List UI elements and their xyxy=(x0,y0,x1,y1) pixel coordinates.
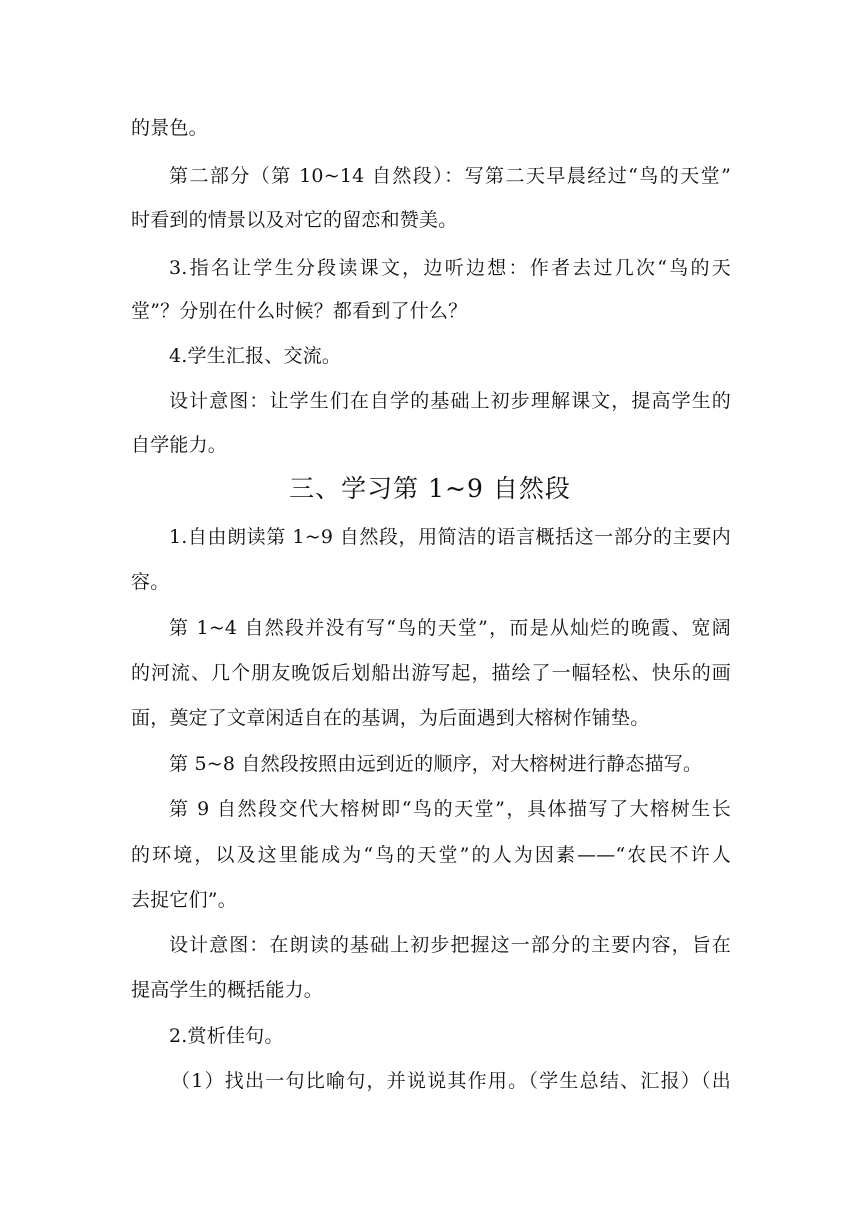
paragraph-line: 提高学生的概括能力。 xyxy=(131,979,324,1001)
paragraph-line: 设计意图：在朗读的基础上初步把握这一部分的主要内容，旨在 xyxy=(169,934,731,956)
paragraph-line: 第 1~4 自然段并没有写“鸟的天堂”，而是从灿烂的晚霞、宽阔 xyxy=(169,617,731,639)
paragraph-line: 自学能力。 xyxy=(131,434,228,456)
paragraph-line: 的景色。 xyxy=(131,117,208,139)
paragraph-line: 3.指名让学生分段读课文，边听边想：作者去过几次“鸟的天 xyxy=(169,257,731,279)
paragraph-line: 时看到的情景以及对它的留恋和赞美。 xyxy=(131,209,458,231)
paragraph-line: 第 9 自然段交代大榕树即“鸟的天堂”，具体描写了大榕树生长 xyxy=(169,798,731,820)
paragraph-line: 2.赏析佳句。 xyxy=(169,1025,284,1047)
paragraph-line: 第 5~8 自然段按照由远到近的顺序，对大榕树进行静态描写。 xyxy=(169,753,703,775)
paragraph-line: 设计意图：让学生们在自学的基础上初步理解课文，提高学生的 xyxy=(169,390,731,412)
paragraph-line: 4.学生汇报、交流。 xyxy=(169,345,342,367)
paragraph-line: 第二部分（第 10~14 自然段）：写第二天早晨经过“鸟的天堂” xyxy=(169,165,731,187)
paragraph-line: 的环境，以及这里能成为“鸟的天堂”的人为因素——“农民不许人 xyxy=(131,844,731,866)
paragraph-line: 堂”？分别在什么时候？都看到了什么？ xyxy=(131,300,468,322)
paragraph-line: 容。 xyxy=(131,571,170,593)
paragraph-line: 面，奠定了文章闲适自在的基调，为后面遇到大榕树作铺垫。 xyxy=(131,707,650,729)
section-heading: 三、学习第 1~9 自然段 xyxy=(289,474,571,503)
paragraph-line: 去捉它们”。 xyxy=(131,889,237,911)
paragraph-line: （1）找出一句比喻句，并说说其作用。（学生总结、汇报）（出 xyxy=(171,1070,731,1092)
paragraph-line: 的河流、几个朋友晚饭后划船出游写起，描绘了一幅轻松、快乐的画 xyxy=(131,662,731,684)
paragraph-line: 1.自由朗读第 1~9 自然段，用简洁的语言概括这一部分的主要内 xyxy=(169,526,731,548)
